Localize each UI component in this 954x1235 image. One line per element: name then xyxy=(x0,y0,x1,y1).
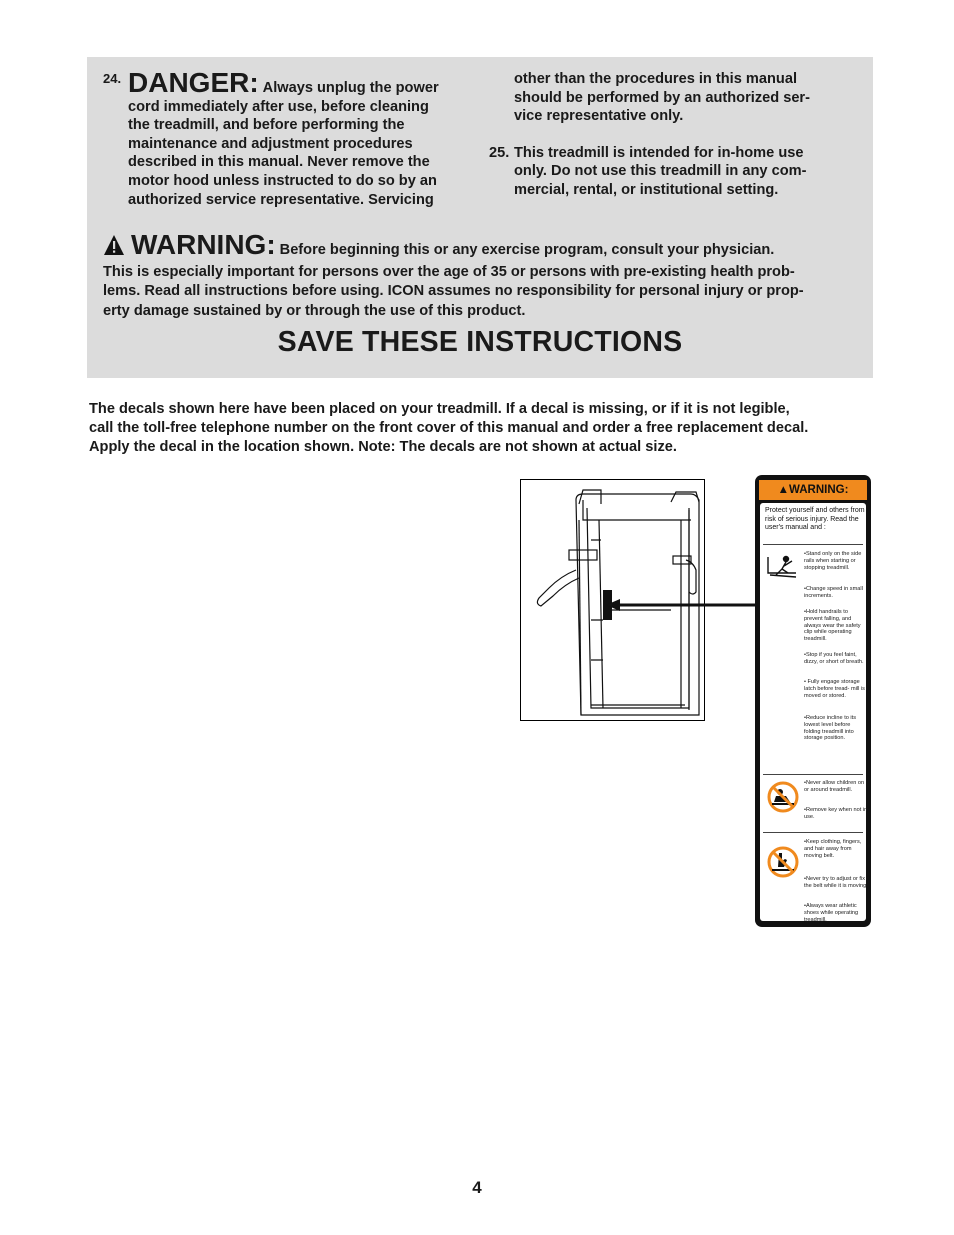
decal-warning-triangle-icon: ▲ xyxy=(777,484,789,496)
intro-line: call the toll-free telephone number on the front cover of this manual and order a free replacement decal. xyxy=(89,420,809,436)
warning-line: lems. Read all instructions before using. ICON assumes no responsibility for personal injury or prop- xyxy=(103,283,804,299)
warning-block xyxy=(103,229,863,321)
item-number: 25. xyxy=(489,144,510,161)
decal-intro-text: Protect yourself and others from risk of serious injury. Read the user's manual and : xyxy=(765,507,865,531)
danger-continued-line: should be performed by an authorized ser- xyxy=(514,89,810,106)
warning-line: erty damage sustained by or through the use of this product. xyxy=(103,302,526,319)
decal-header-text: WARNING: xyxy=(788,484,849,496)
decal-bullet: •Keep clothing, fingers, and hair away from moving belt. xyxy=(804,839,862,859)
danger-line: authorized service representative. Servicing xyxy=(128,191,434,208)
decal-bullet: •Never try to adjust or fix the belt while it is moving. xyxy=(804,876,868,889)
no-children-icon xyxy=(766,780,800,819)
decal-bullet: •Reduce incline to its lowest level before folding treadmill into storage position. xyxy=(804,715,857,742)
pointer-arrow xyxy=(606,598,756,616)
warning-line: This is especially important for persons over the age of 35 or persons with pre-existing health prob- xyxy=(103,263,795,280)
danger-line: maintenance and adjustment procedures xyxy=(128,135,413,152)
decal-bullet: •Stand only on the side rails when starting or stopping treadmill. xyxy=(804,551,862,571)
decal-header xyxy=(759,480,867,500)
danger-line: described in this manual. Never remove the xyxy=(128,154,430,171)
item-25-line: mercial, rental, or institutional setting. xyxy=(514,181,779,198)
danger-item xyxy=(103,67,473,209)
danger-continued-line: other than the procedures in this manual xyxy=(514,71,797,87)
page-number: 4 xyxy=(472,1178,482,1197)
decal-bullet: •Change speed in small increments. xyxy=(804,586,863,599)
decal-section-1 xyxy=(763,544,863,775)
danger-continued xyxy=(489,70,849,126)
warning-first-line: Before beginning this or any exercise program, consult your physician. xyxy=(279,242,775,258)
danger-column xyxy=(103,67,473,209)
intro-line: Apply the decal in the location shown. Note: The decals are not shown at actual size. xyxy=(89,439,677,455)
danger-line: motor hood unless instructed to do so by an xyxy=(128,172,437,189)
decal-body xyxy=(760,503,866,921)
decal-section-3 xyxy=(763,832,868,923)
decal-bullet: •Hold handrails to prevent falling, and always wear the safety clip while operating treadmill. xyxy=(804,609,861,643)
decal-bullet: •Stop if you feel faint, dizzy, or short of breath. xyxy=(804,652,864,665)
person-on-rails-icon xyxy=(766,553,800,584)
warning-heading: WARNING: xyxy=(131,229,276,260)
decal-bullet: •Always wear athletic shoes while operating treadmill. xyxy=(804,903,859,923)
decal-section-2 xyxy=(763,774,868,833)
danger-heading: DANGER: xyxy=(128,67,259,98)
decal-bullet: •Never allow children on or around treadmill. xyxy=(804,780,865,793)
danger-continued-line: vice representative only. xyxy=(514,108,684,125)
save-instructions-title: SAVE THESE INSTRUCTIONS xyxy=(277,326,683,358)
danger-line: cord immediately after use, before cleaning xyxy=(128,98,429,115)
warning-decal xyxy=(755,475,871,927)
item-25-line: This treadmill is intended for in-home use xyxy=(514,144,804,161)
item-25-line: only. Do not use this treadmill in any com- xyxy=(514,163,807,180)
warning-triangle-icon xyxy=(103,234,125,263)
right-column xyxy=(489,70,849,200)
danger-line: the treadmill, and before performing the xyxy=(128,117,405,134)
decal-bullet: •Remove key when not in use. xyxy=(804,807,868,820)
item-25 xyxy=(489,144,849,200)
no-hands-near-belt-icon xyxy=(766,845,800,884)
intro-line: The decals shown here have been placed on your treadmill. If a decal is missing, or if it is not legible, xyxy=(89,401,790,417)
danger-first-line: Always unplug the power xyxy=(262,80,439,96)
decal-intro-paragraph xyxy=(89,400,879,457)
item-number: 24. xyxy=(103,71,122,86)
decal-bullet: • Fully engage storage latch before tread- mill is moved or stored. xyxy=(804,679,865,699)
